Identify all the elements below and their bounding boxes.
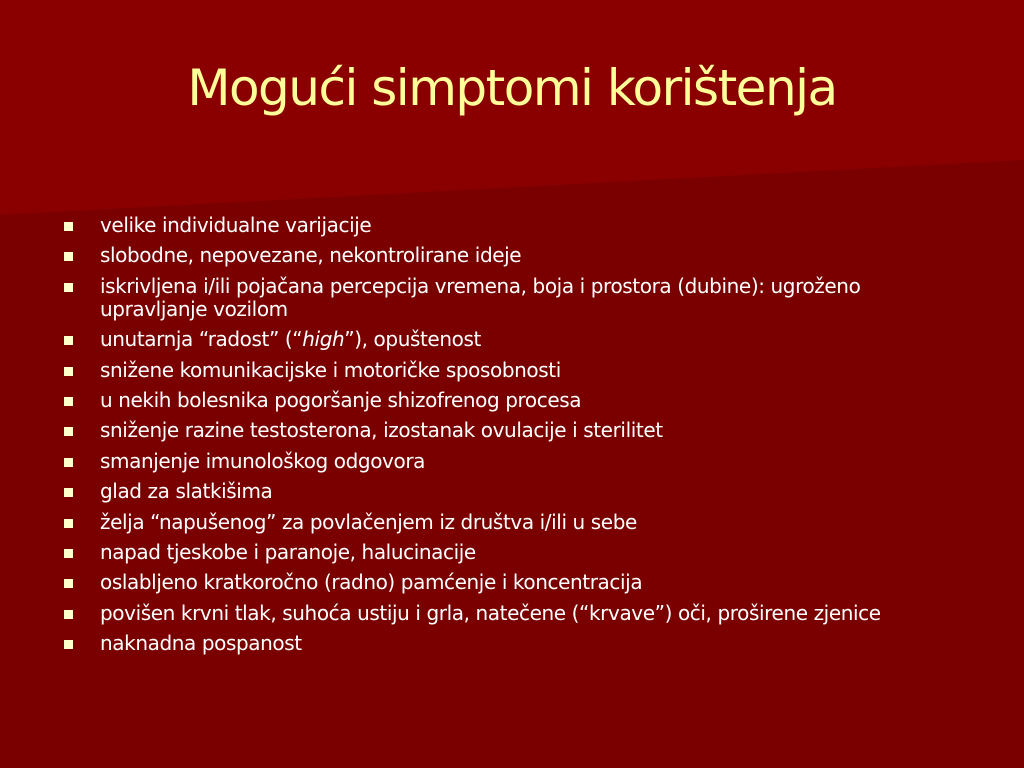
bullet-item bbox=[64, 275, 924, 321]
bullet-item bbox=[64, 419, 924, 442]
bullet-item bbox=[64, 328, 924, 351]
bullet-text: u nekih bolesnika pogoršanje shizofrenog procesa bbox=[100, 387, 582, 412]
bullet-item bbox=[64, 571, 924, 594]
square-bullet-icon bbox=[64, 336, 73, 345]
square-bullet-icon bbox=[64, 427, 73, 436]
square-bullet-icon bbox=[64, 579, 73, 588]
bullet-text: želja “napušenog” za povlačenjem iz društva i/ili u sebe bbox=[100, 509, 637, 534]
slide-title: Mogući simptomi korištenja bbox=[187, 59, 837, 117]
bullet-text: slobodne, nepovezane, nekontrolirane ideje bbox=[100, 243, 522, 268]
bullet-list bbox=[64, 214, 924, 662]
bullet-text: naknadna pospanost bbox=[100, 631, 302, 656]
bullet-text-part: unutarnja “radost” (“ bbox=[100, 327, 303, 352]
square-bullet-icon bbox=[64, 488, 73, 497]
bullet-text: velike individualne varijacije bbox=[100, 213, 372, 237]
square-bullet-icon bbox=[64, 397, 73, 406]
square-bullet-icon bbox=[64, 252, 73, 261]
bullet-text bbox=[100, 327, 481, 351]
bullet-item bbox=[64, 244, 924, 267]
bullet-item bbox=[64, 389, 924, 412]
bullet-item bbox=[64, 541, 924, 564]
bullet-text-emphasis: high bbox=[302, 327, 345, 352]
bullet-item bbox=[64, 480, 924, 503]
bullet-item bbox=[64, 511, 924, 534]
bullet-text: napad tjeskobe i paranoje, halucinacije bbox=[100, 539, 476, 564]
bullet-item bbox=[64, 632, 924, 655]
bullet-text: povišen krvni tlak, suhoća ustiju i grla, natečene (“krvave”) oči, proširene zjenice bbox=[100, 600, 881, 625]
square-bullet-icon bbox=[64, 519, 73, 528]
bullet-text: oslabljeno kratkoročno (radno) pamćenje i koncentracija bbox=[100, 570, 643, 595]
square-bullet-icon bbox=[64, 283, 73, 292]
bullet-item bbox=[64, 450, 924, 473]
bullet-item bbox=[64, 602, 924, 625]
bullet-text: snižene komunikacijske i motoričke sposobnosti bbox=[100, 357, 561, 382]
bullet-text: glad za slatkišima bbox=[100, 479, 273, 504]
square-bullet-icon bbox=[64, 640, 73, 649]
square-bullet-icon bbox=[64, 458, 73, 467]
bullet-item bbox=[64, 214, 924, 237]
square-bullet-icon bbox=[64, 367, 73, 376]
bullet-item bbox=[64, 359, 924, 382]
bullet-text: smanjenje imunološkog odgovora bbox=[100, 448, 426, 473]
square-bullet-icon bbox=[64, 610, 73, 619]
bullet-text-part: ”), opuštenost bbox=[344, 327, 481, 352]
bullet-text: iskrivljena i/ili pojačana percepcija vremena, boja i prostora (dubine): ugroženo upravljanje vozilom bbox=[100, 273, 861, 321]
square-bullet-icon bbox=[64, 222, 73, 231]
square-bullet-icon bbox=[64, 549, 73, 558]
bullet-text: sniženje razine testosterona, izostanak ovulacije i sterilitet bbox=[100, 418, 663, 443]
